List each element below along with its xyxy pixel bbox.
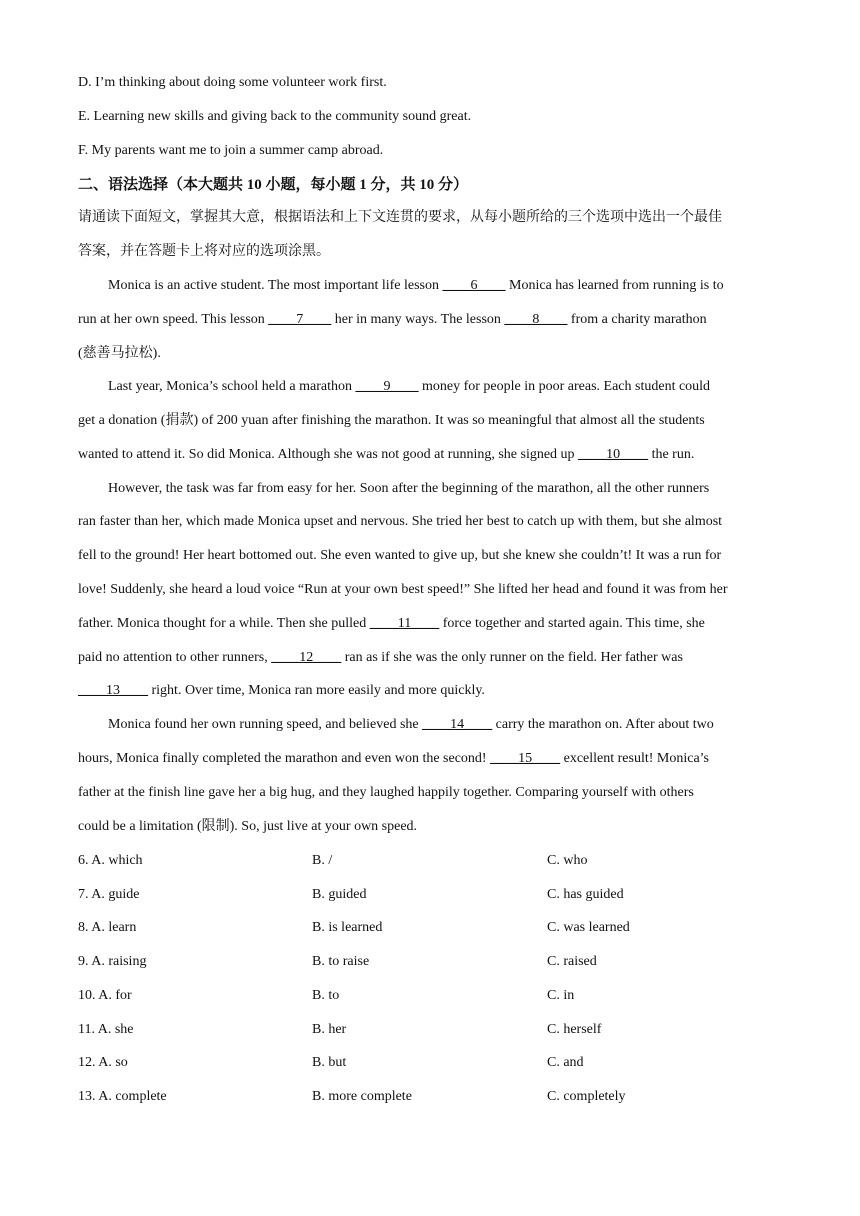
option-d: D. I’m thinking about doing some volunteer work first. [78, 75, 387, 90]
passage-p1-line1 [108, 276, 724, 296]
text-run: paid no attention to other runners, [78, 650, 272, 665]
q13-option-c: C. completely [547, 1089, 626, 1104]
blank-7: ____7____ [268, 312, 332, 327]
q8-option-b: B. is learned [312, 920, 383, 935]
passage-p3-line5 [78, 614, 705, 634]
blank-10: ____10____ [578, 447, 649, 462]
text-run: her in many ways. The lesson [331, 312, 505, 327]
blank-6: ____6____ [442, 278, 506, 293]
text-run: Last year, Monica’s school held a marathon [108, 379, 356, 394]
q11-option-a: 11. A. she [78, 1022, 134, 1037]
q6-option-b: B. / [312, 853, 333, 868]
q8-option-a: 8. A. learn [78, 920, 137, 935]
text-run: Monica found her own running speed, and believed she [108, 717, 423, 732]
blank-12: ____12____ [271, 650, 342, 665]
passage-p4-line2 [78, 749, 709, 769]
text-run: Monica is an active student. The most important life lesson [108, 278, 443, 293]
q12-option-a: 12. A. so [78, 1055, 128, 1070]
q9-option-c: C. raised [547, 954, 597, 969]
passage-p3-line4: love! Suddenly, she heard a loud voice “Run at your own best speed!” She lifted her head and found it was from her [78, 582, 728, 597]
option-e: E. Learning new skills and giving back to the community sound great. [78, 109, 472, 124]
section-instruction-line2: 答案，并在答题卡上将对应的选项涂黑。 [78, 244, 330, 259]
passage-p4-line3: father at the finish line gave her a big hug, and they laughed happily together. Comparing yourself with others [78, 785, 694, 800]
passage-p2-line2: get a donation (捐款) of 200 yuan after finishing the marathon. It was so meaningful that almost all the students [78, 413, 705, 428]
q10-option-c: C. in [547, 988, 575, 1003]
text-run: hours, Monica finally completed the marathon and even won the second! [78, 751, 491, 766]
q13-option-a: 13. A. complete [78, 1089, 167, 1104]
passage-p1-line3: (慈善马拉松). [78, 346, 161, 361]
passage-p3-line3: fell to the ground! Her heart bottomed out. She even wanted to give up, but she knew she couldn’t! It was a run for [78, 548, 722, 563]
text-run: Monica has learned from running is to [505, 278, 724, 293]
text-run: father. Monica thought for a while. Then she pulled [78, 616, 370, 631]
q12-option-c: C. and [547, 1055, 584, 1070]
passage-p1-line2 [78, 310, 707, 330]
blank-13: ____13____ [78, 683, 148, 698]
q11-option-b: B. her [312, 1022, 347, 1037]
passage-p3-line1: However, the task was far from easy for her. Soon after the beginning of the marathon, all the other runners [108, 481, 710, 496]
q10-option-a: 10. A. for [78, 988, 132, 1003]
blank-14: ____14____ [422, 717, 493, 732]
q7-option-b: B. guided [312, 887, 367, 902]
text-run: from a charity marathon [567, 312, 707, 327]
passage-p3-line6 [78, 648, 683, 668]
q7-option-c: C. has guided [547, 887, 624, 902]
text-run: ran as if she was the only runner on the field. Her father was [341, 650, 683, 665]
passage-p2-line3 [78, 445, 694, 465]
q10-option-b: B. to [312, 988, 340, 1003]
option-f: F. My parents want me to join a summer camp abroad. [78, 143, 384, 158]
text-run: excellent result! Monica’s [560, 751, 710, 766]
q8-option-c: C. was learned [547, 920, 630, 935]
passage-p2-line1 [108, 377, 710, 397]
q9-option-a: 9. A. raising [78, 954, 147, 969]
blank-15: ____15____ [490, 751, 561, 766]
text-run: right. Over time, Monica ran more easily and more quickly. [148, 683, 485, 698]
passage-p4-line4: could be a limitation (限制). So, just live at your own speed. [78, 819, 418, 834]
text-run: run at her own speed. This lesson [78, 312, 269, 327]
text-run: carry the marathon on. After about two [492, 717, 714, 732]
q9-option-b: B. to raise [312, 954, 370, 969]
q11-option-c: C. herself [547, 1022, 602, 1037]
passage-p3-line2: ran faster than her, which made Monica upset and nervous. She tried her best to catch up with them, but she almost [78, 514, 723, 529]
text-run: force together and started again. This time, she [439, 616, 705, 631]
text-run: the run. [648, 447, 695, 462]
q7-option-a: 7. A. guide [78, 887, 140, 902]
passage-p4-line1 [108, 715, 714, 735]
passage-p3-line7 [78, 681, 485, 701]
blank-11: ____11____ [369, 616, 440, 631]
text-run: money for people in poor areas. Each student could [418, 379, 711, 394]
q12-option-b: B. but [312, 1055, 347, 1070]
q6-option-c: C. who [547, 853, 588, 868]
q13-option-b: B. more complete [312, 1089, 412, 1104]
blank-8: ____8____ [504, 312, 568, 327]
section-heading: 二、语法选择（本大题共 10 小题，每小题 1 分，共 10 分） [78, 177, 469, 193]
section-instruction-line1: 请通读下面短文，掌握其大意，根据语法和上下文连贯的要求，从每小题所给的三个选项中选出一个最佳 [78, 210, 722, 225]
text-run: wanted to attend it. So did Monica. Although she was not good at running, she signed up [78, 447, 579, 462]
q6-option-a: 6. A. which [78, 853, 143, 868]
blank-9: ____9____ [355, 379, 419, 394]
